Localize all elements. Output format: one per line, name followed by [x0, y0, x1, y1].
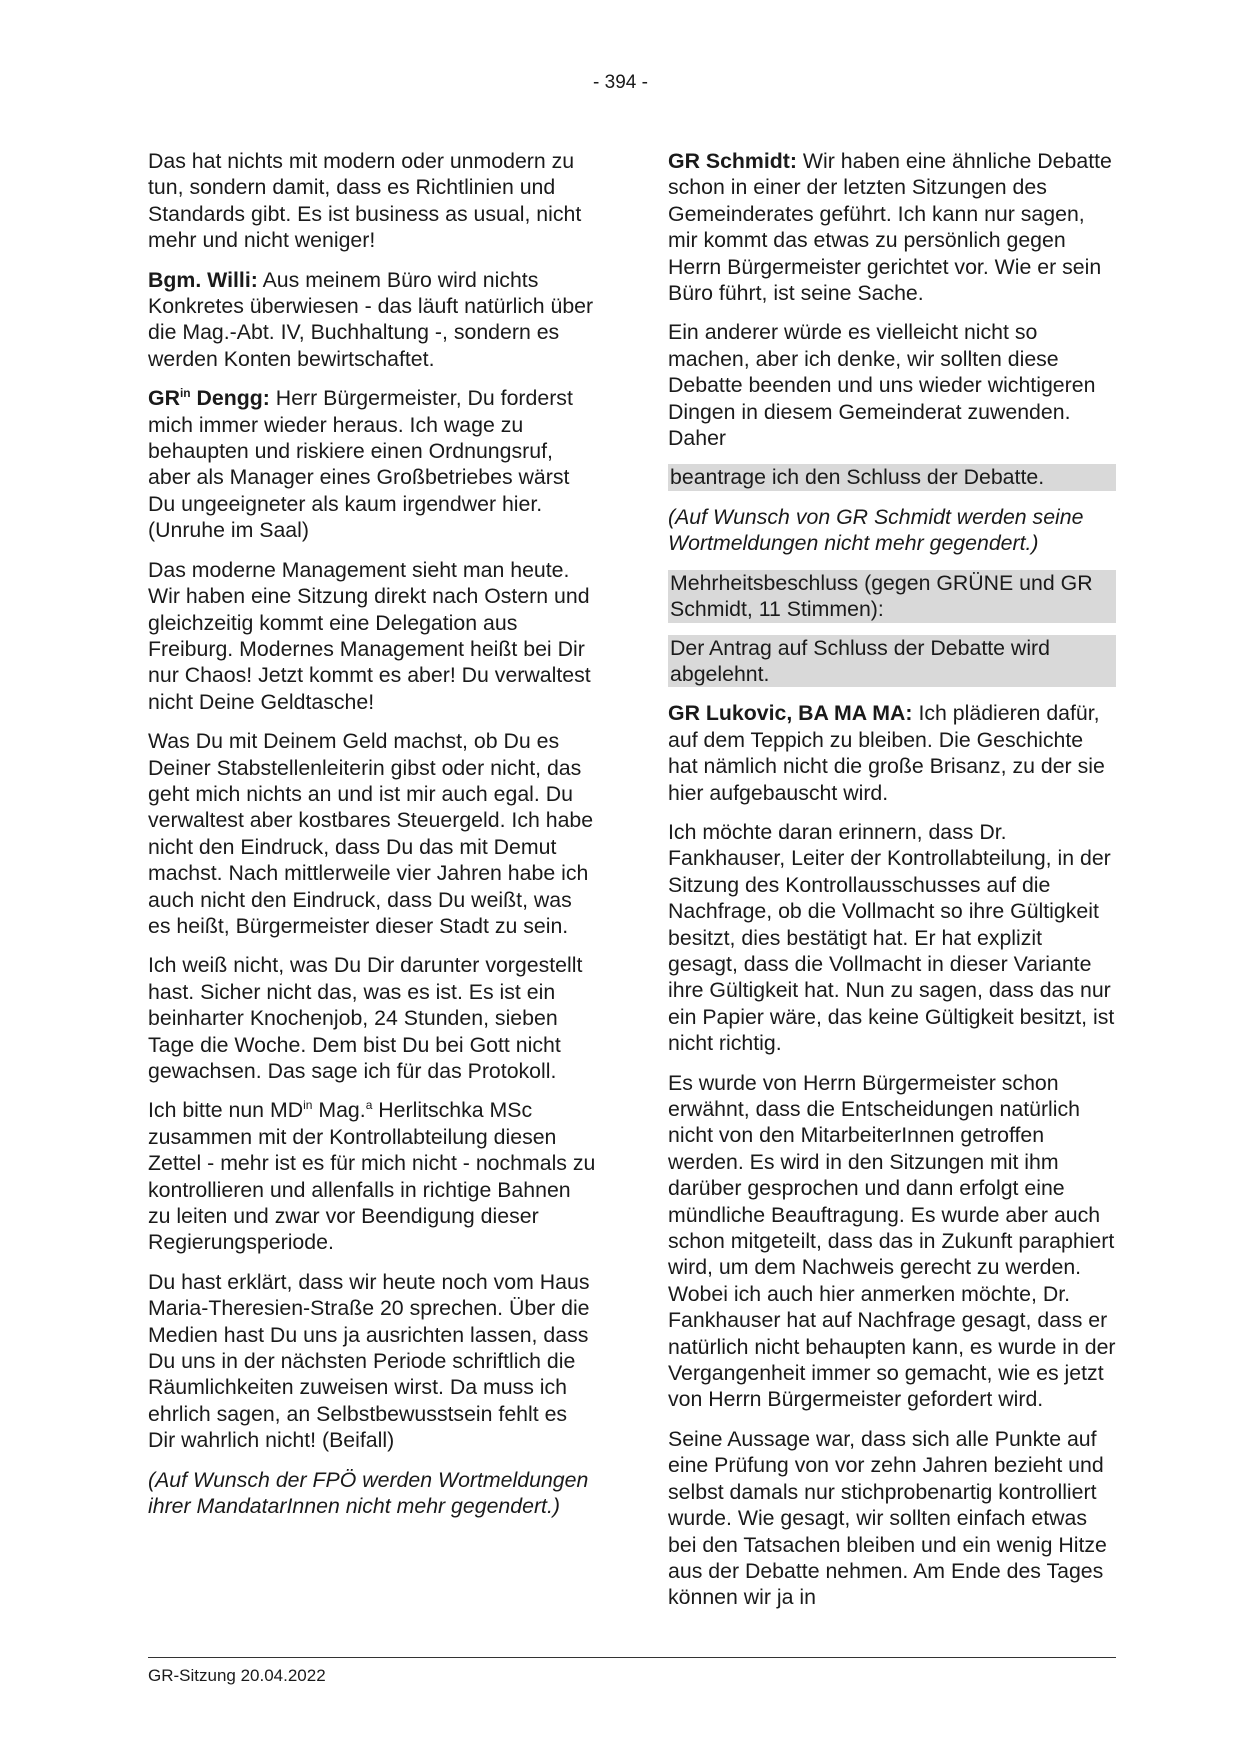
motion-highlight: beantrage ich den Schluss der Debatte.	[668, 464, 1116, 490]
paragraph: Seine Aussage war, dass sich alle Punkte auf eine Prüfung von vor zehn Jahren bezieht und selbst damals nur stichprobenartig kontrolliert wurde. Wie gesagt, wir sollten einfach etwas bei den Tatsachen bleiben und ein wenig Hitze aus der Debatte nehmen. Am Ende des Tages können wir ja in	[668, 1426, 1107, 1610]
paragraph: Ich möchte daran erinnern, dass Dr. Fankhauser, Leiter der Kontrollabteilung, in der Sitzung des Kontrollausschusses auf die Nachfrage, ob die Vollmacht so ihre Gültigkeit besitzt, dies bestätigt hat. Er hat explizit gesagt, dass die Vollmacht in dieser Variante ihre Gültigkeit hat. Nun zu sagen, dass das nur ein Papier wäre, das keine Gültigkeit besitzt, ist nicht richtig.	[668, 819, 1115, 1056]
superscript: in	[303, 1098, 313, 1113]
text-segment: Ich bitte nun MD	[148, 1098, 304, 1123]
footer-divider	[148, 1657, 1116, 1658]
highlight-gap	[668, 623, 1116, 635]
gender-note: (Auf Wunsch von GR Schmidt werden seine Wortmeldungen nicht mehr gegendert.)	[668, 504, 1084, 556]
paragraph-dengg	[148, 385, 596, 543]
speech-text: Aus meinem Büro wird nichts Konkretes überwiesen - das läuft natürlich über die Mag.-Abt. IV, Buchhaltung -, sondern es werden Konten bewirtschaftet.	[148, 267, 594, 371]
paragraph: Das moderne Management sieht man heute. Wir haben eine Sitzung direkt nach Ostern und gleichzeitig kommt eine Delegation aus Freiburg. Modernes Management heißt bei Dir nur Chaos! Jetzt kommt es aber! Du verwaltest nicht Deine Geldtasche!	[148, 557, 591, 714]
paragraph: Du hast erklärt, dass wir heute noch vom Haus Maria-Theresien-Straße 20 sprechen. Über die Medien hast Du uns ja ausrichten lassen, dass Du uns in der nächsten Periode schriftlich die Räumlichkeiten zuweisen wirst. Da muss ich ehrlich sagen, an Selbstbewusstsein fehlt es Dir wahrlich nicht! (Beifall)	[148, 1269, 590, 1453]
superscript: a	[365, 1098, 373, 1113]
paragraph-willi	[148, 267, 596, 373]
speaker-name: GR Schmidt:	[668, 149, 797, 173]
speaker-name	[148, 386, 270, 410]
paragraph: Was Du mit Deinem Geld machst, ob Du es Deiner Stabstellenleiterin gibst oder nicht, das geht mich nichts an und ist mir auch egal. Du verwaltest aber kostbares Steuergeld. Ich habe nicht den Eindruck, dass Du das mit Demut machst. Nach mittlerweile vier Jahren habe ich auch nicht den Eindruck, dass Du weißt, was es heißt, Bürgermeister dieser Stadt zu sein.	[148, 729, 594, 938]
speaker-name: GR Lukovic, BA MA MA:	[668, 701, 913, 726]
speaker-title-sup: in	[179, 386, 191, 401]
resolution-block	[668, 570, 1116, 623]
speaker-surname: Dengg:	[190, 386, 270, 411]
page-number: - 394 -	[593, 72, 648, 93]
speech-text: Ich plädieren dafür, auf dem Teppich zu bleiben. Die Geschichte hat nämlich nicht die große Brisanz, zu der sie hier aufgebauscht wird.	[668, 701, 1105, 805]
paragraph: Ich weiß nicht, was Du Dir darunter vorgestellt hast. Sicher nicht das, was es ist. Es ist ein beinharter Knochenjob, 24 Stunden, sieben Tage die Woche. Dem bist Du bei Gott nicht gewachsen. Das sage ich für das Protokoll.	[148, 953, 583, 1083]
text-segment: Mag.	[312, 1098, 366, 1123]
paragraph: Ein anderer würde es vielleicht nicht so machen, aber ich denke, wir sollten diese Debatte beenden und uns wieder wichtigeren Dingen in diesem Gemeinderat zuwenden. Daher	[668, 320, 1096, 451]
paragraph-schmidt	[668, 148, 1116, 306]
speech-text: Herr Bürgermeister, Du forderst mich immer wieder heraus. Ich wage zu behaupten und riskiere einen Ordnungsruf, aber als Manager eines Großbetriebes wärst Du ungeeigneter als kaum irgendwer hier. (Unruhe im Saal)	[148, 386, 573, 543]
paragraph: Es wurde von Herrn Bürgermeister schon erwähnt, dass die Entscheidungen natürlich nicht von den MitarbeiterInnen getroffen werden. Es wird in den Sitzungen mit ihm darüber gesprochen und dann erfolgt eine mündliche Beauftragung. Es wurde aber auch schon mitgeteilt, dass das in Zukunft paraphiert wird, um dem Nachweis gerecht zu werden. Wobei ich auch hier anmerken möchte, Dr. Fankhauser hat auf Nachfrage gesagt, dass er natürlich nicht behaupten kann, es wurde in der Vergangenheit immer so gemacht, wie es jetzt von Herrn Bürgermeister gefordert wird.	[668, 1070, 1116, 1412]
gender-note: (Auf Wunsch der FPÖ werden Wortmeldungen ihrer MandatarInnen nicht mehr gegendert.)	[148, 1467, 589, 1519]
left-column	[148, 148, 596, 1533]
footer-text: GR-Sitzung 20.04.2022	[148, 1666, 326, 1685]
speaker-title: GR	[148, 386, 180, 411]
resolution-block	[668, 635, 1116, 688]
paragraph-herlitschka	[148, 1097, 596, 1255]
speech-text: Wir haben eine ähnliche Debatte schon in einer der letzten Sitzungen des Gemeinderates geführt. Ich kann nur sagen, mir kommt das etwas zu persönlich gegen Herrn Bürgermeister gerichtet vor. Wie er sein Büro führt, ist seine Sache.	[668, 149, 1112, 306]
speaker-name: Bgm. Willi:	[148, 267, 258, 292]
right-column	[668, 148, 1116, 1624]
resolution-text: Mehrheitsbeschluss (gegen GRÜNE und GR Schmidt, 11 Stimmen):	[670, 570, 1093, 622]
text-segment: Herlitschka MSc zusammen mit der Kontrollabteilung diesen Zettel - mehr ist es für mich nicht - nochmals zu kontrollieren und allenfalls in richtige Bahnen zu leiten und zwar vor Beendigung dieser Regierungsperiode.	[148, 1098, 596, 1255]
resolution-text: Der Antrag auf Schluss der Debatte wird abgelehnt.	[670, 635, 1050, 686]
paragraph-lukovic	[668, 700, 1116, 806]
paragraph: Das hat nichts mit modern oder unmodern zu tun, sondern damit, dass es Richtlinien und Standards gibt. Es ist business as usual, nicht mehr und nicht weniger!	[148, 149, 582, 253]
resolution-highlight	[668, 570, 1116, 688]
